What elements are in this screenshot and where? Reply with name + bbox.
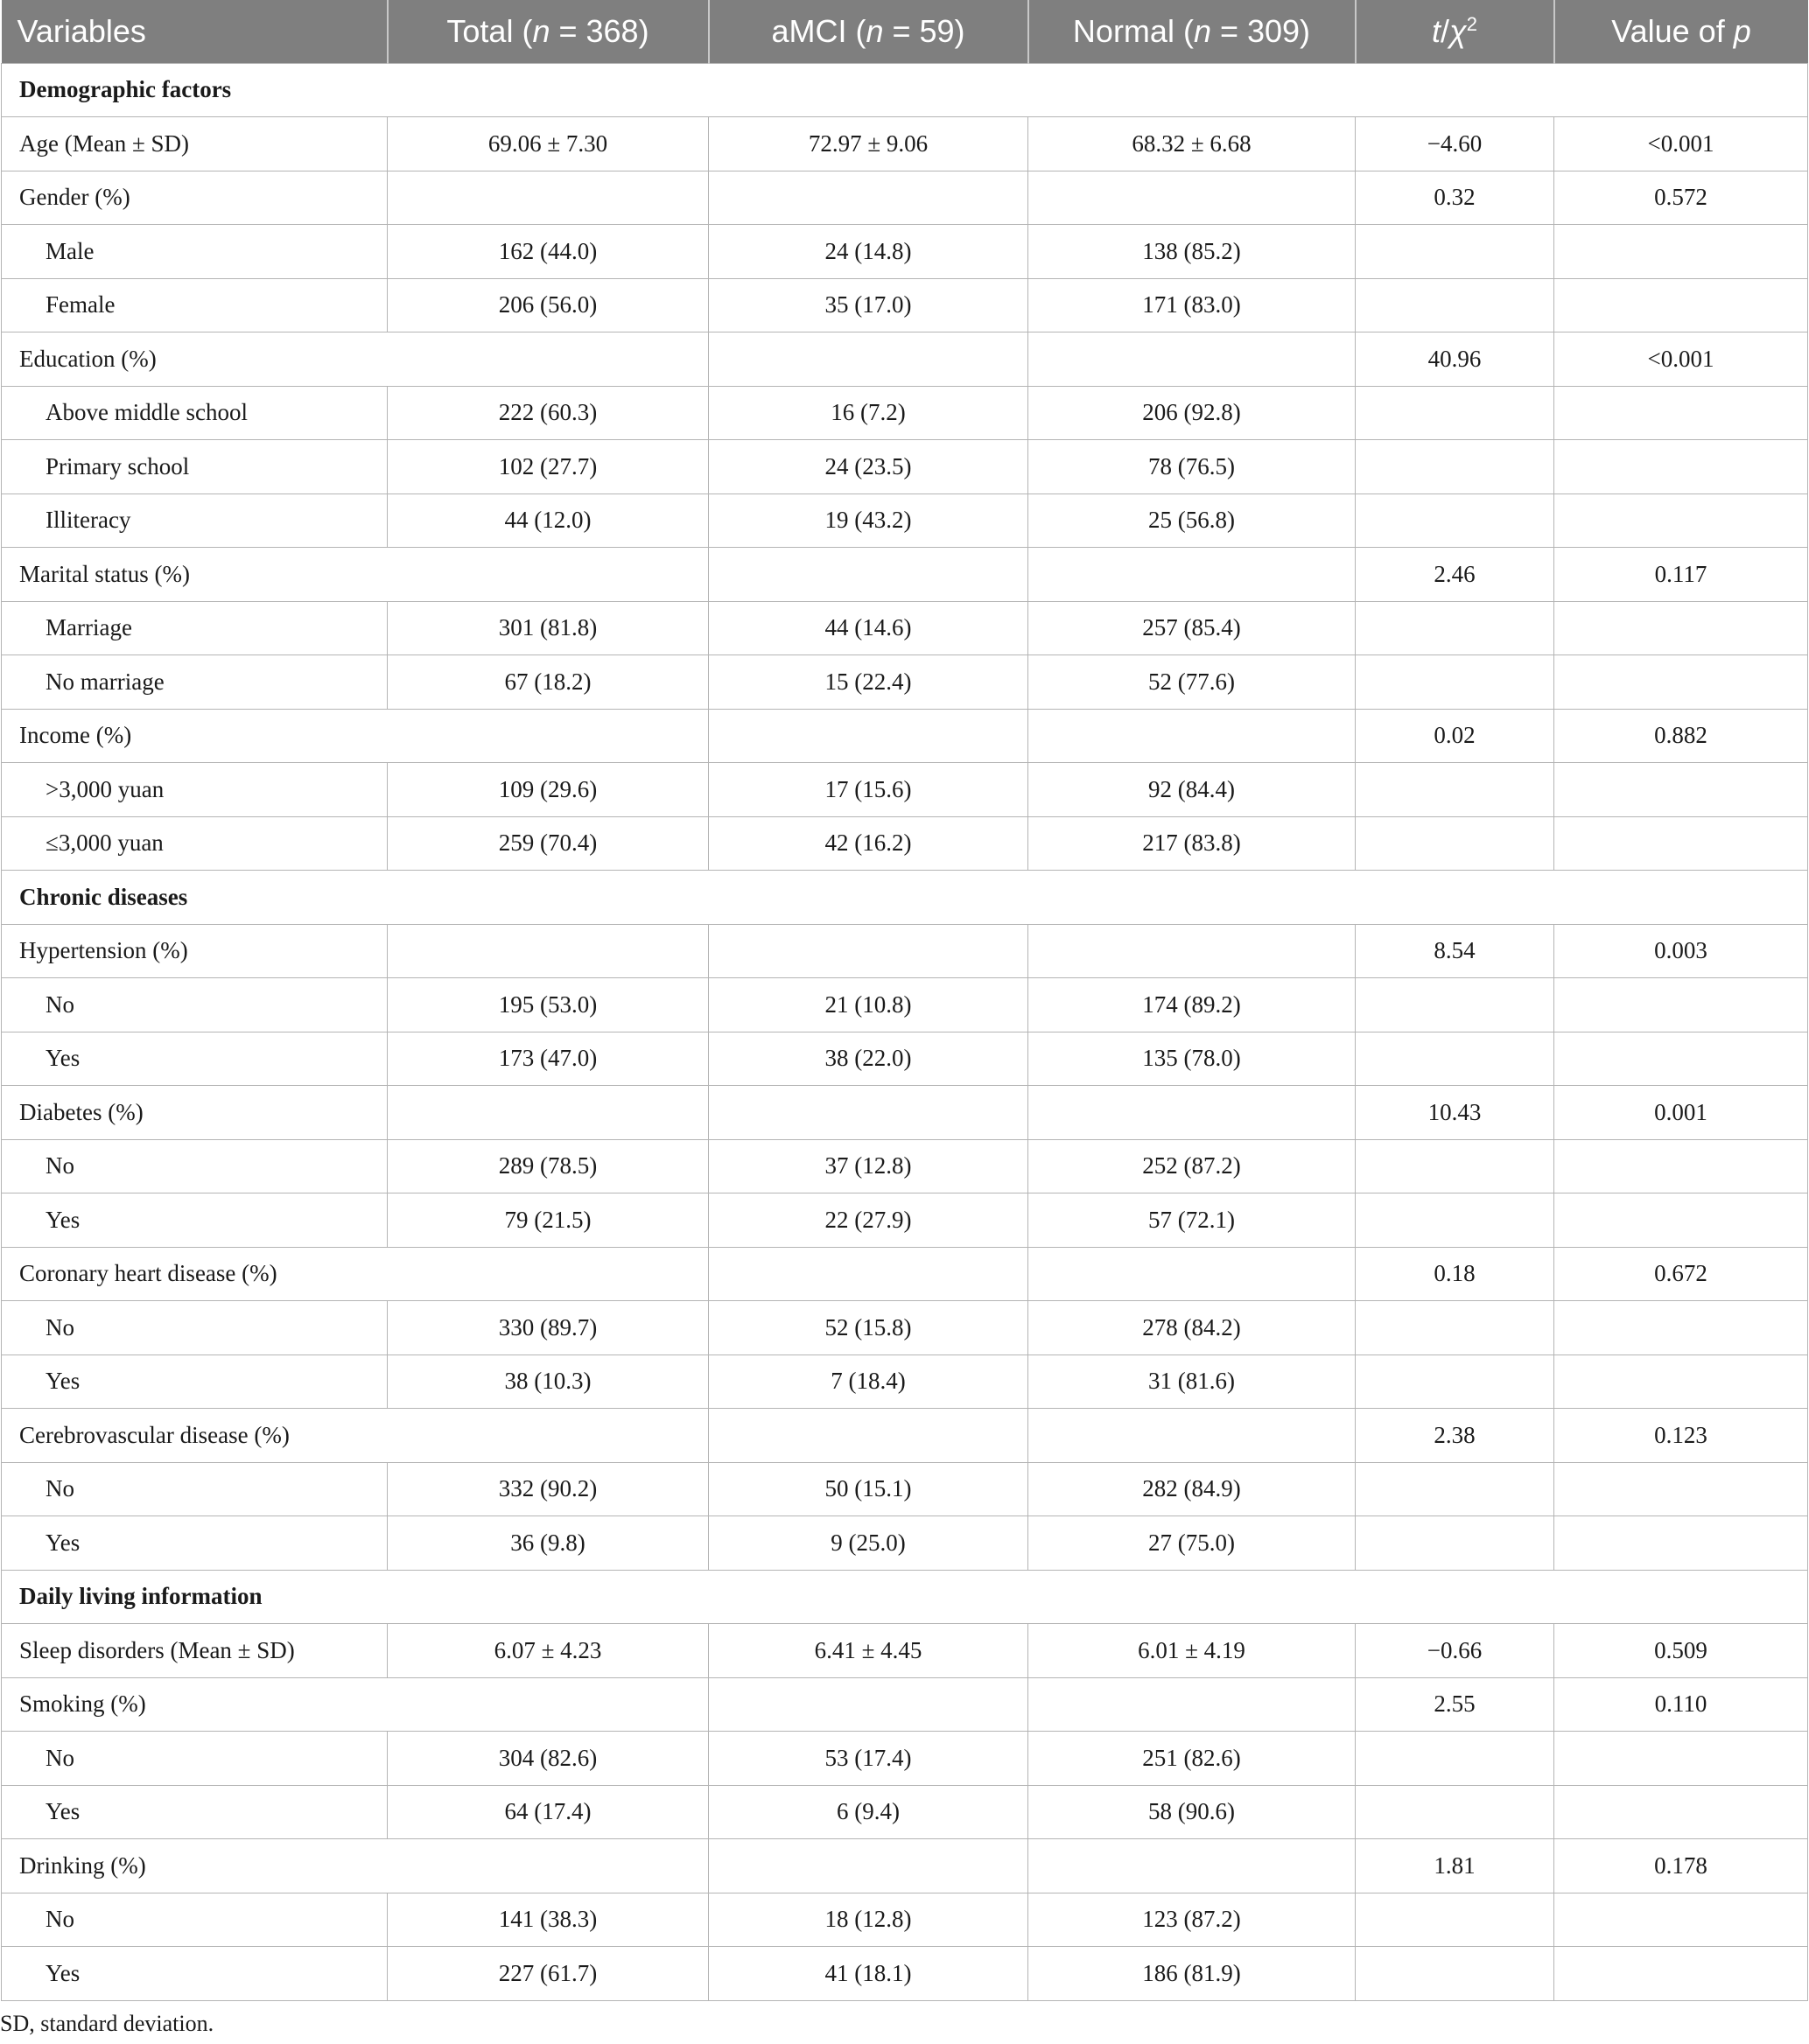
cell-stat: 8.54 [1356,924,1554,978]
section-row [2,1570,1808,1624]
cell-stat [1356,978,1554,1032]
cell-normal: 123 (87.2) [1028,1893,1356,1947]
cell-label: Female [2,278,388,332]
table-row [2,709,1808,763]
cell-label: Chronic diseases [2,871,1808,925]
cell-amci: 24 (23.5) [709,440,1028,494]
cell-total [388,171,709,225]
cell-amci: 7 (18.4) [709,1354,1028,1409]
cell-total: 301 (81.8) [388,601,709,655]
table-row [2,601,1808,655]
cell-label: Hypertension (%) [2,924,388,978]
cell-normal [1028,1409,1356,1463]
cell-total: 44 (12.0) [388,494,709,548]
cell-normal: 78 (76.5) [1028,440,1356,494]
section-row [2,63,1808,117]
cell-p [1554,386,1808,440]
cell-label: ≤3,000 yuan [2,816,388,871]
cell-normal: 257 (85.4) [1028,601,1356,655]
cell-p: 0.003 [1554,924,1808,978]
cell-stat [1356,1732,1554,1786]
cell-normal: 58 (90.6) [1028,1785,1356,1839]
cell-p: 0.572 [1554,171,1808,225]
cell-normal [1028,924,1356,978]
cell-amci: 16 (7.2) [709,386,1028,440]
cell-stat [1356,440,1554,494]
cell-label: No [2,978,388,1032]
cell-amci: 44 (14.6) [709,601,1028,655]
table-row [2,763,1808,817]
table-row [2,924,1808,978]
cell-total: 79 (21.5) [388,1194,709,1248]
table-row [2,1301,1808,1355]
cell-stat [1356,494,1554,548]
cell-total: 222 (60.3) [388,386,709,440]
cell-label: Gender (%) [2,171,388,225]
table-row [2,1947,1808,2001]
cell-stat [1356,1139,1554,1194]
cell-p [1554,278,1808,332]
cell-label: Yes [2,1947,388,2001]
cell-stat [1356,1947,1554,2001]
cell-p [1554,494,1808,548]
cell-amci [709,1677,1028,1732]
cell-amci: 17 (15.6) [709,763,1028,817]
cell-normal: 138 (85.2) [1028,225,1356,279]
table-row [2,548,1808,602]
cell-stat: 0.32 [1356,171,1554,225]
characteristics-table [1,0,1808,2001]
cell-p: <0.001 [1554,332,1808,387]
cell-p [1554,1032,1808,1086]
cell-stat [1356,601,1554,655]
cell-p [1554,601,1808,655]
cell-amci: 21 (10.8) [709,978,1028,1032]
cell-amci: 37 (12.8) [709,1139,1028,1194]
cell-label: Marital status (%) [2,548,709,602]
cell-label: Education (%) [2,332,709,387]
cell-amci: 18 (12.8) [709,1893,1028,1947]
cell-total: 332 (90.2) [388,1462,709,1516]
cell-stat [1356,1893,1554,1947]
cell-total: 259 (70.4) [388,816,709,871]
table-row [2,1893,1808,1947]
table-row [2,332,1808,387]
cell-stat [1356,1194,1554,1248]
cell-stat [1356,1354,1554,1409]
table-row [2,171,1808,225]
cell-label: Income (%) [2,709,709,763]
cell-amci: 50 (15.1) [709,1462,1028,1516]
cell-p [1554,1354,1808,1409]
cell-total: 102 (27.7) [388,440,709,494]
header-total: Total (n = 368) [388,0,709,63]
cell-label: Male [2,225,388,279]
cell-total: 64 (17.4) [388,1785,709,1839]
cell-amci: 19 (43.2) [709,494,1028,548]
table-row [2,1516,1808,1571]
cell-amci: 53 (17.4) [709,1732,1028,1786]
cell-label: Cerebrovascular disease (%) [2,1409,709,1463]
cell-normal [1028,1247,1356,1301]
cell-normal [1028,1086,1356,1140]
cell-p [1554,440,1808,494]
cell-normal [1028,332,1356,387]
cell-label: Age (Mean ± SD) [2,117,388,172]
cell-stat [1356,1516,1554,1571]
cell-label: No marriage [2,655,388,710]
cell-total: 109 (29.6) [388,763,709,817]
cell-p [1554,816,1808,871]
cell-stat [1356,655,1554,710]
cell-label: No [2,1462,388,1516]
cell-stat [1356,1301,1554,1355]
cell-amci [709,548,1028,602]
table-row [2,1785,1808,1839]
cell-normal [1028,171,1356,225]
cell-amci [709,709,1028,763]
cell-stat [1356,816,1554,871]
cell-normal: 25 (56.8) [1028,494,1356,548]
cell-total: 162 (44.0) [388,225,709,279]
cell-total: 36 (9.8) [388,1516,709,1571]
cell-amci [709,924,1028,978]
cell-amci: 6.41 ± 4.45 [709,1624,1028,1678]
cell-total [388,924,709,978]
table-body [2,63,1808,2000]
cell-amci [709,1409,1028,1463]
cell-label: Drinking (%) [2,1839,709,1894]
cell-label: Smoking (%) [2,1677,709,1732]
cell-amci [709,171,1028,225]
cell-p: 0.110 [1554,1677,1808,1732]
cell-label: Yes [2,1785,388,1839]
cell-normal: 92 (84.4) [1028,763,1356,817]
cell-stat [1356,386,1554,440]
cell-p [1554,1139,1808,1194]
table-row [2,816,1808,871]
table-row [2,1032,1808,1086]
cell-label: No [2,1139,388,1194]
cell-label: Yes [2,1032,388,1086]
cell-label: Demographic factors [2,63,1808,117]
cell-amci: 35 (17.0) [709,278,1028,332]
table-row [2,655,1808,710]
table-row [2,1139,1808,1194]
cell-amci: 42 (16.2) [709,816,1028,871]
cell-stat: 10.43 [1356,1086,1554,1140]
cell-stat: 40.96 [1356,332,1554,387]
cell-stat: −4.60 [1356,117,1554,172]
cell-normal: 217 (83.8) [1028,816,1356,871]
cell-normal: 31 (81.6) [1028,1354,1356,1409]
cell-label: Primary school [2,440,388,494]
cell-normal: 278 (84.2) [1028,1301,1356,1355]
cell-label: >3,000 yuan [2,763,388,817]
footnote: SD, standard deviation. [0,2011,214,2036]
cell-label: Daily living information [2,1570,1808,1624]
cell-normal [1028,1677,1356,1732]
cell-label: No [2,1893,388,1947]
cell-p [1554,763,1808,817]
cell-normal: 252 (87.2) [1028,1139,1356,1194]
cell-p: 0.123 [1554,1409,1808,1463]
cell-stat: 0.02 [1356,709,1554,763]
cell-stat: 2.46 [1356,548,1554,602]
cell-p [1554,1785,1808,1839]
cell-total: 304 (82.6) [388,1732,709,1786]
table-row [2,225,1808,279]
cell-total: 195 (53.0) [388,978,709,1032]
header-row [2,0,1808,63]
cell-total: 227 (61.7) [388,1947,709,2001]
cell-label: No [2,1732,388,1786]
cell-p [1554,1893,1808,1947]
cell-p [1554,1194,1808,1248]
table-row [2,1409,1808,1463]
section-row [2,871,1808,925]
cell-p [1554,1462,1808,1516]
cell-amci: 52 (15.8) [709,1301,1028,1355]
table-row [2,1839,1808,1894]
cell-normal: 251 (82.6) [1028,1732,1356,1786]
cell-normal: 52 (77.6) [1028,655,1356,710]
table-row [2,978,1808,1032]
cell-label: Yes [2,1354,388,1409]
cell-amci [709,1086,1028,1140]
cell-stat [1356,1032,1554,1086]
cell-p [1554,1947,1808,2001]
cell-normal [1028,1839,1356,1894]
cell-normal: 282 (84.9) [1028,1462,1356,1516]
table-row [2,1247,1808,1301]
table-row [2,386,1808,440]
cell-total: 173 (47.0) [388,1032,709,1086]
cell-label: Yes [2,1516,388,1571]
cell-total: 330 (89.7) [388,1301,709,1355]
table-row [2,1354,1808,1409]
cell-normal [1028,548,1356,602]
cell-normal: 206 (92.8) [1028,386,1356,440]
cell-amci [709,1247,1028,1301]
cell-p: 0.178 [1554,1839,1808,1894]
cell-amci: 15 (22.4) [709,655,1028,710]
cell-p [1554,1516,1808,1571]
header-p-value: Value of p [1554,0,1808,63]
cell-amci: 9 (25.0) [709,1516,1028,1571]
cell-p [1554,655,1808,710]
cell-stat: 0.18 [1356,1247,1554,1301]
cell-total [388,1086,709,1140]
cell-label: Coronary heart disease (%) [2,1247,709,1301]
cell-p: 0.882 [1554,709,1808,763]
cell-p: 0.117 [1554,548,1808,602]
cell-amci [709,332,1028,387]
cell-p: 0.001 [1554,1086,1808,1140]
cell-p: 0.672 [1554,1247,1808,1301]
cell-total: 141 (38.3) [388,1893,709,1947]
cell-p [1554,1301,1808,1355]
cell-total: 6.07 ± 4.23 [388,1624,709,1678]
cell-normal: 57 (72.1) [1028,1194,1356,1248]
cell-p: <0.001 [1554,117,1808,172]
table-row [2,1086,1808,1140]
header-statistic: $t/\chi^2$ [1356,0,1554,63]
table-row [2,1624,1808,1678]
cell-normal: 135 (78.0) [1028,1032,1356,1086]
cell-amci: 24 (14.8) [709,225,1028,279]
cell-amci [709,1839,1028,1894]
cell-stat: 2.55 [1356,1677,1554,1732]
cell-normal: 68.32 ± 6.68 [1028,117,1356,172]
cell-p [1554,978,1808,1032]
cell-normal: 27 (75.0) [1028,1516,1356,1571]
cell-amci: 6 (9.4) [709,1785,1028,1839]
cell-p: 0.509 [1554,1624,1808,1678]
table-row [2,1732,1808,1786]
cell-label: Yes [2,1194,388,1248]
cell-label: Illiteracy [2,494,388,548]
table-row [2,494,1808,548]
cell-normal: 6.01 ± 4.19 [1028,1624,1356,1678]
cell-stat [1356,1785,1554,1839]
header-variables: Variables [2,0,388,63]
cell-amci: 22 (27.9) [709,1194,1028,1248]
cell-amci: 72.97 ± 9.06 [709,117,1028,172]
cell-normal: 174 (89.2) [1028,978,1356,1032]
cell-total: 69.06 ± 7.30 [388,117,709,172]
cell-label: Sleep disorders (Mean ± SD) [2,1624,388,1678]
header-amci: aMCI (n = 59) [709,0,1028,63]
header-normal: Normal (n = 309) [1028,0,1356,63]
table-row [2,278,1808,332]
table-row [2,1677,1808,1732]
cell-label: Diabetes (%) [2,1086,388,1140]
table-row [2,1194,1808,1248]
cell-total: 206 (56.0) [388,278,709,332]
cell-total: 38 (10.3) [388,1354,709,1409]
cell-stat [1356,278,1554,332]
cell-stat: 1.81 [1356,1839,1554,1894]
table-row [2,1462,1808,1516]
cell-stat [1356,1462,1554,1516]
table-row [2,117,1808,172]
cell-amci: 41 (18.1) [709,1947,1028,2001]
cell-normal: 186 (81.9) [1028,1947,1356,2001]
cell-p [1554,1732,1808,1786]
cell-stat [1356,763,1554,817]
cell-stat: 2.38 [1356,1409,1554,1463]
cell-label: Marriage [2,601,388,655]
cell-normal: 171 (83.0) [1028,278,1356,332]
cell-normal [1028,709,1356,763]
cell-total: 289 (78.5) [388,1139,709,1194]
cell-total: 67 (18.2) [388,655,709,710]
cell-amci: 38 (22.0) [709,1032,1028,1086]
cell-p [1554,225,1808,279]
cell-label: No [2,1301,388,1355]
cell-stat [1356,225,1554,279]
table-row [2,440,1808,494]
cell-stat: −0.66 [1356,1624,1554,1678]
cell-label: Above middle school [2,386,388,440]
